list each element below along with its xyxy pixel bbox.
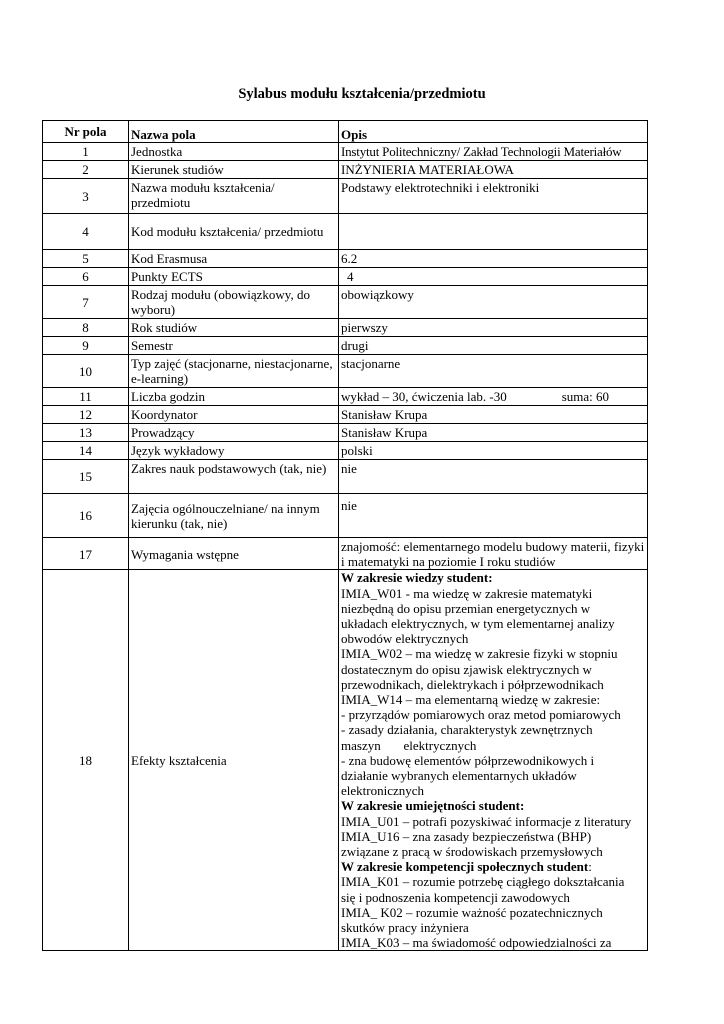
row-nr: 17 [43,538,129,570]
row-nr: 6 [43,268,129,286]
row-nr: 4 [43,214,129,250]
row-desc: 6.2 [339,250,648,268]
row-desc: drugi [339,337,648,355]
row-nr: 10 [43,355,129,388]
row-nr: 14 [43,442,129,460]
table-row [43,214,648,250]
outcome-line: - zna budowę elementów półprzewodnikowych i [341,752,595,768]
row-name: Nazwa modułu kształcenia/ przedmiotu [129,179,339,214]
outcome-line: układach elektrycznych, w tym elementarnej analizy [341,616,615,632]
table-row [43,143,648,161]
outcome-line: IMIA_U01 – potrafi pozyskiwać informacje z literatury [341,813,632,829]
table-row [43,250,648,268]
table-row [43,570,648,951]
table-row [43,319,648,337]
table-row [43,424,648,442]
row-desc [339,388,648,406]
outcome-line: maszyn elektrycznych [341,737,477,753]
row-name: Efekty kształcenia [129,570,339,951]
outcome-line: - przyrządów pomiarowych oraz metod pomiarowych [341,707,621,723]
row-name: Prowadzący [129,424,339,442]
outcome-line: działanie wybranych elementarnych układów [341,768,577,784]
row-desc: znajomość: elementarnego modelu budowy materii, fizyki i matematyki na poziomie I roku studiów [339,538,648,570]
row-name: Koordynator [129,406,339,424]
outcome-line: IMIA_K01 – rozumie potrzebę ciągłego dokształcania [341,874,625,890]
row-name: Typ zajęć (stacjonarne, niestacjonarne, e-learning) [129,355,339,388]
table-row [43,460,648,494]
row-nr: 2 [43,161,129,179]
row-desc [339,214,648,250]
row-desc: Podstawy elektrotechniki i elektroniki [339,179,648,214]
row-nr: 8 [43,319,129,337]
table-row [43,355,648,388]
outcome-line: IMIA_W01 - ma wiedzę w zakresie matematyki [341,585,593,601]
row-nr: 16 [43,494,129,538]
table-row [43,494,648,538]
hours-breakdown: wykład – 30, ćwiczenia lab. -30 [341,389,507,404]
table-row [43,161,648,179]
row-name: Kierunek studiów [129,161,339,179]
social-heading-text: W zakresie kompetencji społecznych student [341,859,589,875]
row-desc: pierwszy [339,319,648,337]
header-nr: Nr pola [43,121,129,143]
table-header-row [43,121,648,143]
row-name: Rok studiów [129,319,339,337]
outcome-line: skutków pracy inżyniera [341,920,469,936]
table-row [43,337,648,355]
row-desc: stacjonarne [339,355,648,388]
row-name: Jednostka [129,143,339,161]
outcome-line: - zasady działania, charakterystyk zewnętrznych [341,722,593,738]
social-heading-colon: : [588,859,592,875]
row-name: Kod modułu kształcenia/ przedmiotu [129,214,339,250]
outcome-line: elektronicznych [341,783,425,799]
hours-total: suma: 60 [561,389,609,404]
row-nr: 1 [43,143,129,161]
row-name: Wymagania wstępne [129,538,339,570]
row-name: Rodzaj modułu (obowiązkowy, do wyboru) [129,286,339,319]
table-row [43,406,648,424]
row-desc: Stanisław Krupa [339,424,648,442]
outcome-line: IMIA_ K02 – rozumie ważność pozatechnicznych [341,904,603,920]
table-row [43,268,648,286]
outcome-line: dostatecznym do opisu zjawisk elektrycznych w [341,661,592,677]
outcome-line: związane z pracą w środowiskach przemysłowych [341,844,603,860]
outcome-line: IMIA_W14 – ma elementarną wiedzę w zakresie: [341,692,601,708]
header-name: Nazwa pola [129,121,339,143]
row-nr: 3 [43,179,129,214]
row-name: Semestr [129,337,339,355]
section-heading-knowledge: W zakresie wiedzy student: [341,570,493,586]
syllabus-table [42,120,648,951]
outcome-line: przewodnikach, dielektrykach i półprzewodnikach [341,676,604,692]
page-title: Sylabus modułu kształcenia/przedmiotu [238,86,486,102]
row-name: Zajęcia ogólnouczelniane/ na innym kierunku (tak, nie) [129,494,339,538]
ects-value: 4 [347,269,354,284]
row-name: Kod Erasmusa [129,250,339,268]
section-heading-social [341,859,645,874]
row-desc-outcomes [339,570,648,951]
row-desc: nie [339,460,648,494]
outcome-line: niezbędną do opisu przemian energetycznych w [341,600,591,616]
table-row [43,442,648,460]
row-desc [339,268,648,286]
row-nr: 15 [43,460,129,494]
row-nr: 5 [43,250,129,268]
row-name: Liczba godzin [129,388,339,406]
row-desc: INŻYNIERIA MATERIAŁOWA [339,161,648,179]
row-name: Zakres nauk podstawowych (tak, nie) [129,460,339,494]
table-row [43,179,648,214]
outcome-line: IMIA_K03 – ma świadomość odpowiedzialności za [341,935,612,951]
outcome-line: się i podnoszenia kompetencji zawodowych [341,889,570,905]
header-desc: Opis [339,121,648,143]
row-desc: polski [339,442,648,460]
row-nr: 12 [43,406,129,424]
row-nr: 7 [43,286,129,319]
row-nr: 11 [43,388,129,406]
row-nr: 18 [43,570,129,951]
row-desc: Instytut Politechniczny/ Zakład Technologii Materiałów [339,143,648,161]
outcome-line: IMIA_W02 – ma wiedzę w zakresie fizyki w stopniu [341,646,618,662]
row-desc: Stanisław Krupa [339,406,648,424]
table-row [43,538,648,570]
outcome-line: IMIA_U16 – zna zasady bezpieczeństwa (BHP) [341,828,592,844]
row-nr: 9 [43,337,129,355]
row-name: Punkty ECTS [129,268,339,286]
row-nr: 13 [43,424,129,442]
row-name: Język wykładowy [129,442,339,460]
outcome-line: obwodów elektrycznych [341,631,469,647]
row-desc: nie [339,494,648,538]
row-desc: obowiązkowy [339,286,648,319]
table-row [43,388,648,406]
table-row [43,286,648,319]
section-heading-skills: W zakresie umiejętności student: [341,798,525,814]
